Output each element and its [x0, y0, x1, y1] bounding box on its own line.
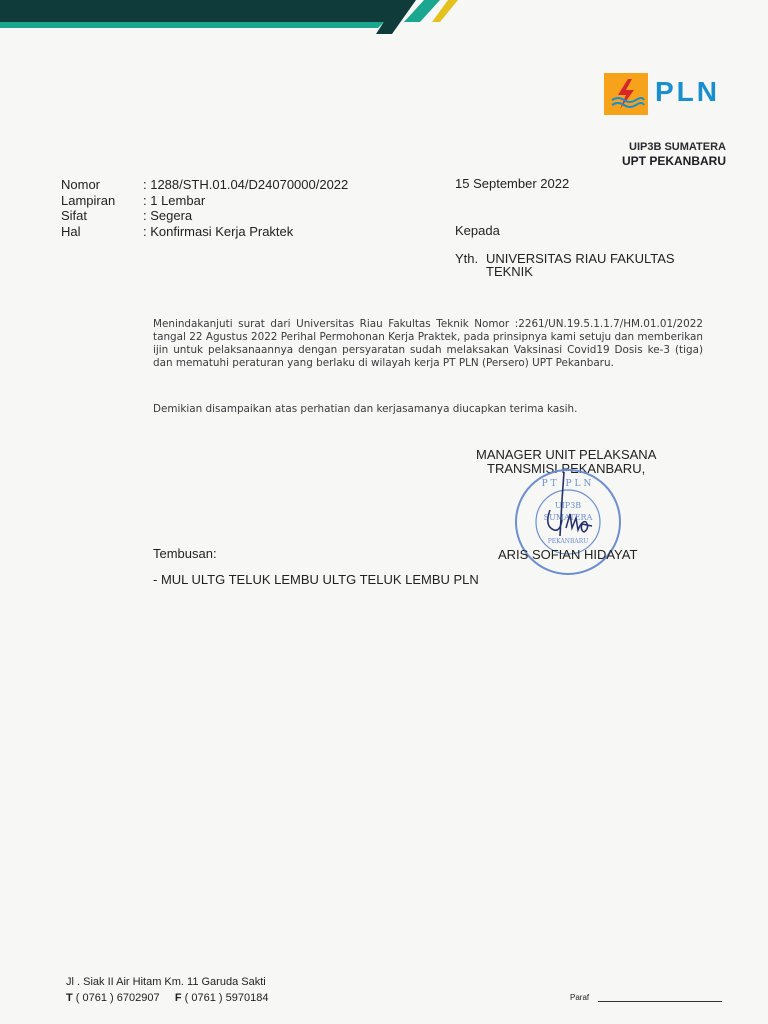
- stamp-bottom-text: PEKANBARU: [547, 538, 589, 545]
- letter-date: 15 September 2022: [455, 176, 570, 191]
- phone-label: T: [66, 992, 73, 1004]
- footer-phones: [66, 993, 268, 1004]
- phone-value: ( 0761 ) 6702907: [75, 992, 160, 1004]
- stamp-mid-text-1: UIP3B: [554, 501, 582, 510]
- handwritten-signature-icon: [520, 470, 610, 550]
- nomor-value: : 1288/STH.01.04/D24070000/2022: [143, 177, 349, 192]
- recipient-name-line-2: TEKNIK: [486, 264, 533, 279]
- nomor-label: Nomor: [61, 177, 101, 192]
- fax-value: ( 0761 ) 5970184: [184, 992, 269, 1004]
- hal-value: : Konfirmasi Kerja Praktek: [143, 224, 294, 239]
- pln-logo-icon: [604, 73, 648, 115]
- sifat-label: Sifat: [61, 208, 88, 223]
- yth-label: Yth.: [455, 251, 479, 266]
- tembusan-label: Tembusan:: [153, 546, 217, 561]
- paraf-line: [598, 1001, 722, 1002]
- signatory-title-line-1: MANAGER UNIT PELAKSANA: [476, 447, 657, 462]
- body-paragraph-2: Demikian disampaikan atas perhatian dan kerjasamanya diucapkan terima kasih.: [153, 403, 578, 415]
- unit-line-2: UPT PEKANBARU: [621, 154, 726, 168]
- lampiran-value: : 1 Lembar: [143, 193, 206, 208]
- recipient-name-line-1: UNIVERSITAS RIAU FAKULTAS: [486, 251, 675, 266]
- sifat-value: : Segera: [143, 208, 193, 223]
- fax-label: F: [174, 992, 182, 1004]
- paraf-label: Paraf: [570, 993, 590, 1002]
- logo-text: PLN: [655, 76, 720, 107]
- tembusan-item: - MUL ULTG TELUK LEMBU ULTG TELUK LEMBU PLN: [153, 572, 479, 587]
- unit-line-1: UIP3B SUMATERA: [629, 141, 726, 153]
- signatory-name: ARIS SOFIAN HIDAYAT: [498, 547, 638, 562]
- footer-address: Jl . Siak II Air Hitam Km. 11 Garuda Sakti: [66, 976, 266, 988]
- hal-label: Hal: [61, 224, 81, 239]
- body-paragraph-1: Menindakanjuti surat dari Universitas Riau Fakultas Teknik Nomor :2261/UN.19.5.1.1.7/HM.01.01/2022 tangal 22 Agustus 2022 Perihal Permohonan Kerja Praktek, pada prinsipnya kami setuju dan memberikan ijin untuk pelaksanaannya dengan persyaratan sudah melaksakan Vaksinasi Covid19 Dosis ke-3 (tiga) dan mematuhi peraturan yang berlaku di wilayah kerja PT PLN (Persero) UPT Pekanbaru.: [153, 318, 703, 369]
- header-band: [0, 0, 768, 40]
- stamp-top-text: PT PLN: [541, 479, 595, 489]
- stamp-mid-text-2: SUMATERA: [543, 513, 593, 522]
- signatory-title-line-2: TRANSMISI PEKANBARU,: [487, 461, 646, 476]
- kepada-label: Kepada: [455, 223, 500, 238]
- lampiran-label: Lampiran: [61, 193, 116, 208]
